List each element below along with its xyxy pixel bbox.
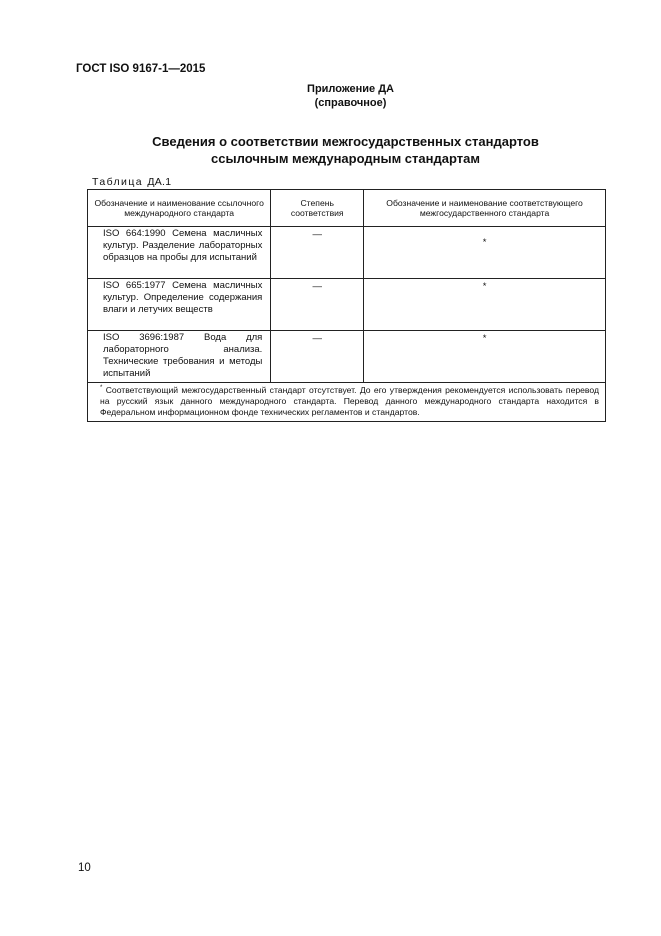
footnote-mark: * [100, 385, 103, 391]
standards-table [87, 189, 606, 422]
table-row [88, 279, 606, 331]
table-footnote-row [88, 383, 606, 422]
header-interstate-standard: Обозначение и наименование соответствующего межгосударственного стандарта [364, 190, 606, 227]
table-header-row [88, 190, 606, 227]
row-corresponding: * [364, 227, 606, 279]
annex-heading [0, 82, 661, 110]
table-row [88, 227, 606, 279]
row-corresponding: * [364, 331, 606, 383]
row-standard: ISO 665:1977 Семена масличных культур. Определение содержания влаги и летучих веществ [88, 279, 271, 331]
header-degree: Степень соответствия [271, 190, 364, 227]
annex-subtitle: (справочное) [314, 97, 387, 109]
table-caption-number: ДА.1 [147, 176, 172, 188]
section-title [0, 133, 661, 167]
section-title-line2: ссылочным международным стандартам [211, 151, 480, 166]
row-degree: — [271, 279, 364, 331]
row-degree: — [271, 227, 364, 279]
row-corresponding: * [364, 279, 606, 331]
header-international-standard: Обозначение и наименование ссылочного международного стандарта [88, 190, 271, 227]
row-standard: ISO 3696:1987 Вода для лабораторного анализа. Технические требования и методы испытаний [88, 331, 271, 383]
section-title-line1: Сведения о соответствии межгосударственных стандартов [152, 134, 539, 149]
row-degree: — [271, 331, 364, 383]
page-number: 10 [78, 862, 91, 874]
table-caption [92, 176, 171, 188]
annex-title: Приложение ДА [307, 83, 394, 95]
table-footnote [88, 383, 606, 422]
footnote-text: Соответствующий межгосударственный стандарт отсутствует. До его утверждения рекомендуется использовать перевод на русский язык данного международного стандарта. Перевод данного международного стандарта находится в Федеральном информационном фонде технических регламентов и стандартов. [100, 385, 599, 417]
row-standard: ISO 664:1990 Семена масличных культур. Разделение лабораторных образцов на пробы для испытаний [88, 227, 271, 279]
table-row [88, 331, 606, 383]
table-caption-label: Таблица [92, 176, 143, 188]
document-code: ГОСТ ISO 9167-1—2015 [76, 63, 206, 75]
